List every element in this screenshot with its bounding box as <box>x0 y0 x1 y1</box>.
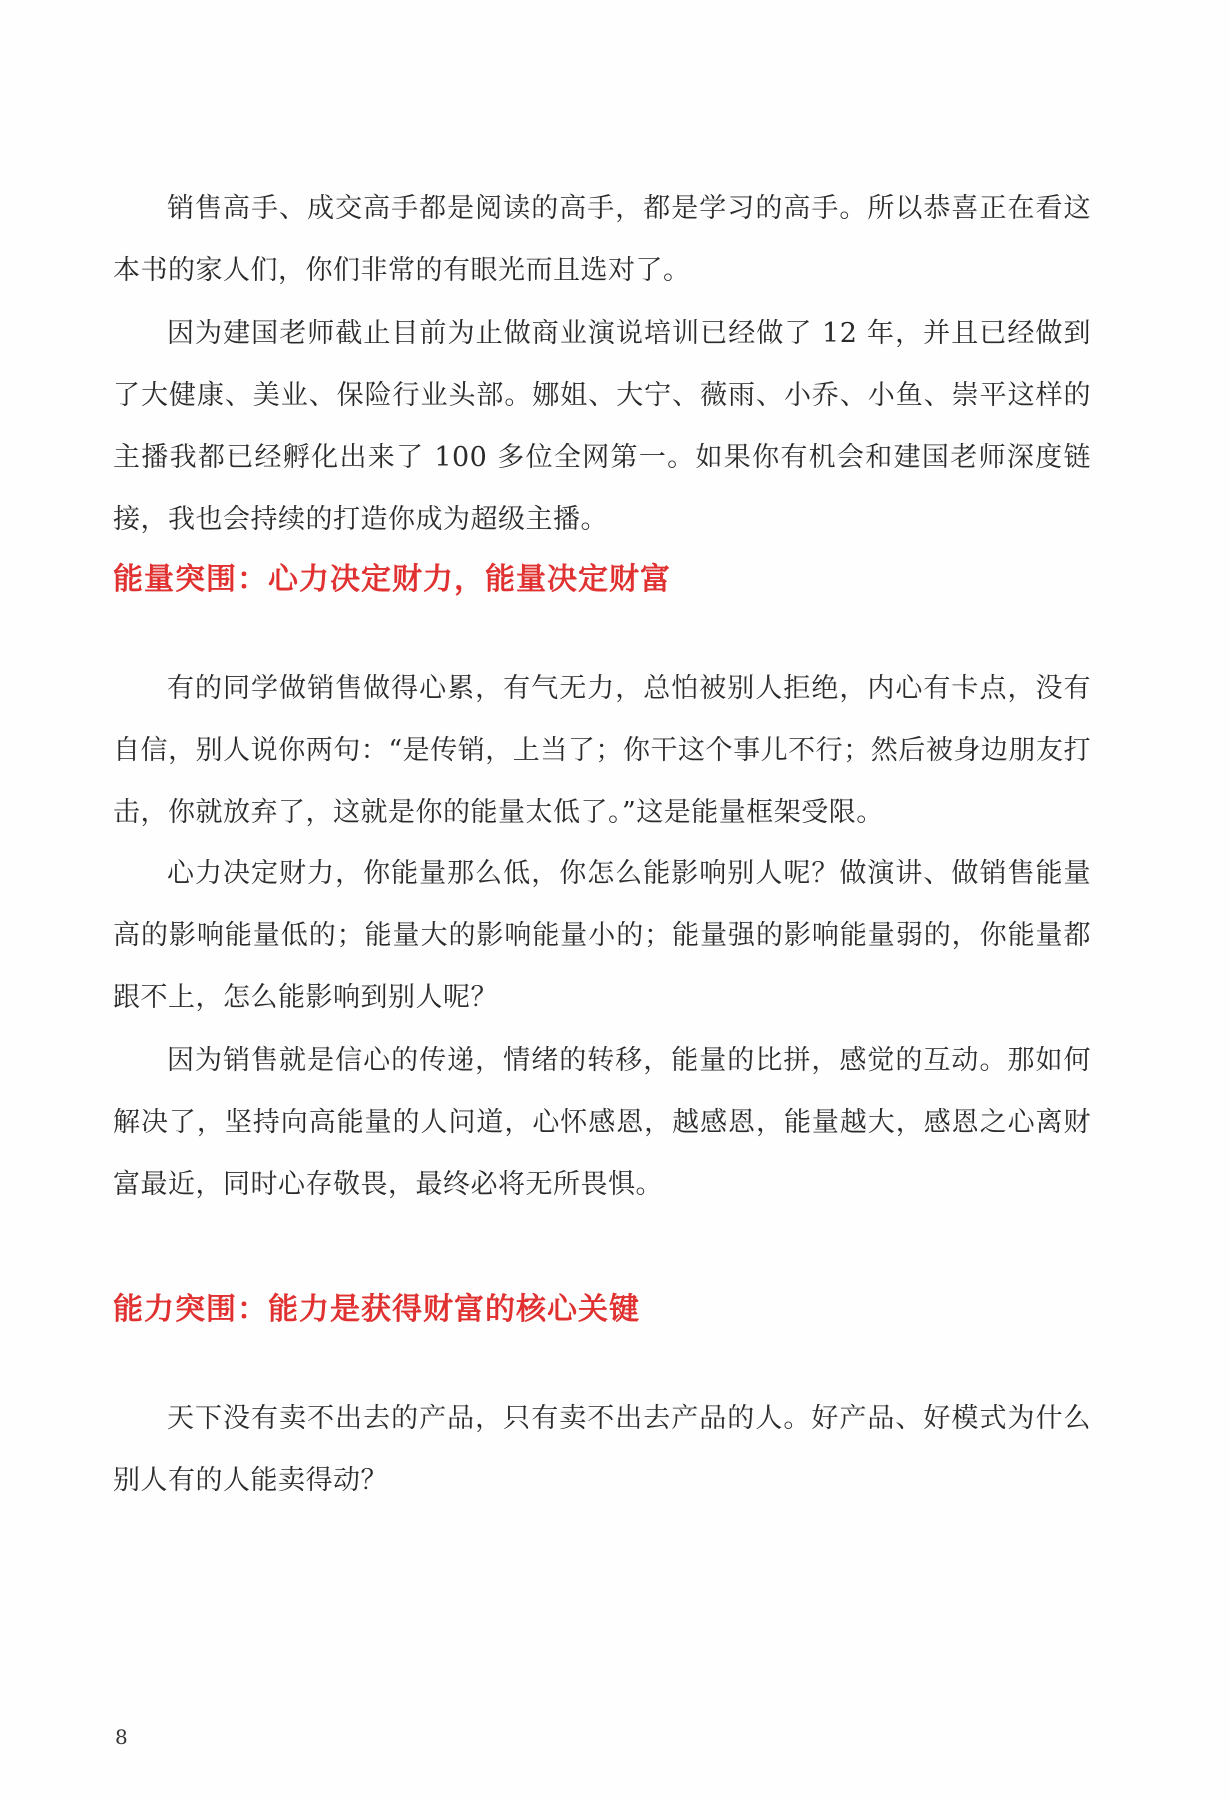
page-number: 8 <box>115 1725 128 1749</box>
paragraph-intro-2: 因为建国老师截止目前为止做商业演说培训已经做了 12 年，并且已经做到了大健康、美业、保险行业头部。娜姐、大宁、薇雨、小乔、小鱼、崇平这样的主播我都已经孵化出来了 100 多位全网第一。如果你有机会和建国老师深度链接，我也会持续的打造你成为超级主播。 <box>113 318 1091 535</box>
paragraph-energy-3: 因为销售就是信心的传递，情绪的转移，能量的比拼，感觉的互动。那如何解决了，坚持向高能量的人问道，心怀感恩，越感恩，能量越大，感恩之心离财富最近，同时心存敬畏，最终必将无所畏惧。 <box>113 1045 1091 1200</box>
section-heading-energy: 能量突围：心力决定财力，能量决定财富 <box>113 562 671 597</box>
paragraph-energy-2: 心力决定财力，你能量那么低，你怎么能影响别人呢？做演讲、做销售能量高的影响能量低的；能量大的影响能量小的；能量强的影响能量弱的，你能量都跟不上，怎么能影响到别人呢？ <box>113 858 1091 1013</box>
paragraph-energy-1: 有的同学做销售做得心累，有气无力，总怕被别人拒绝，内心有卡点，没有自信，别人说你两句：“是传销，上当了；你干这个事儿不行；然后被身边朋友打击，你就放弃了，这就是你的能量太低了。”这是能量框架受限。 <box>113 673 1091 828</box>
section-heading-ability: 能力突围：能力是获得财富的核心关键 <box>113 1292 640 1327</box>
paragraph-ability-1: 天下没有卖不出去的产品，只有卖不出去产品的人。好产品、好模式为什么别人有的人能卖得动？ <box>113 1403 1091 1496</box>
paragraph-intro-1: 销售高手、成交高手都是阅读的高手，都是学习的高手。所以恭喜正在看这本书的家人们，你们非常的有眼光而且选对了。 <box>113 193 1091 286</box>
